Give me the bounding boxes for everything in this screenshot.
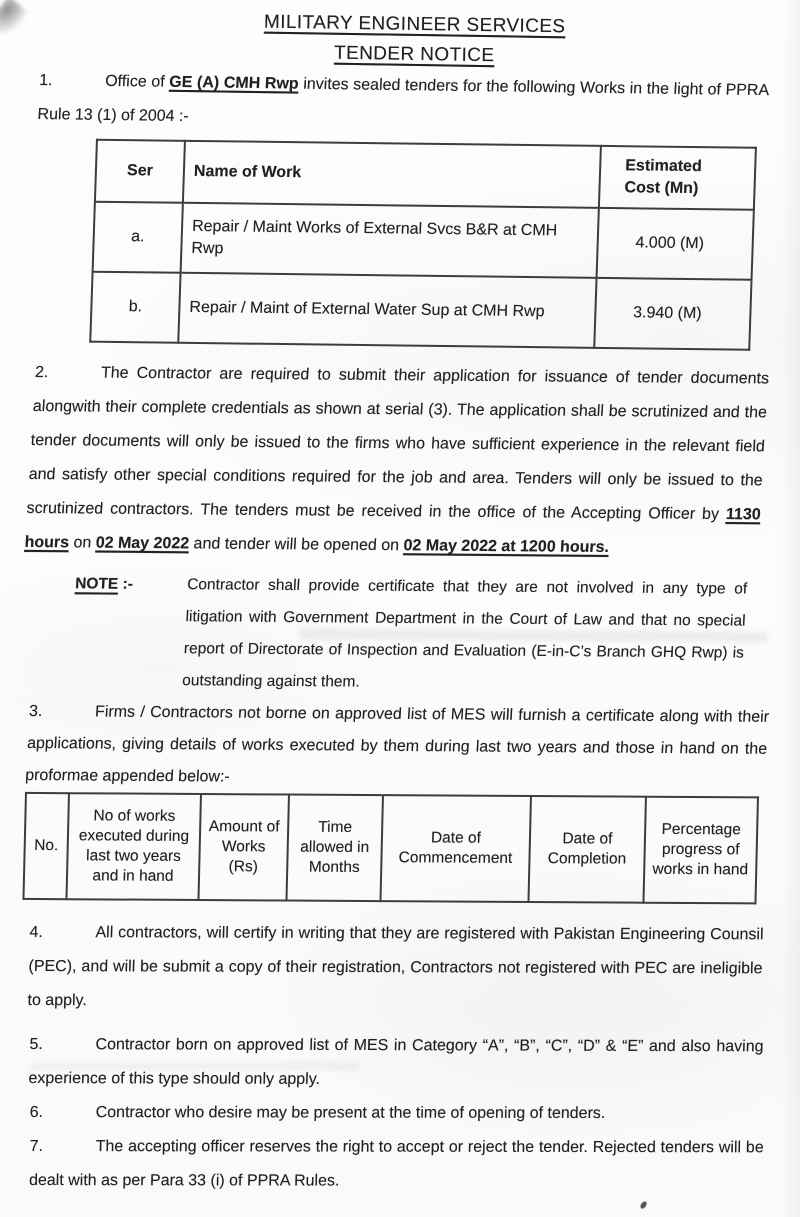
works-col-ser: Ser — [95, 140, 185, 203]
section-para-2 — [24, 356, 770, 566]
paragraph-5 — [28, 1028, 770, 1098]
work-ser: b. — [90, 272, 180, 343]
paragraph-5-number: 5. — [29, 1035, 44, 1054]
paragraph-4 — [27, 916, 770, 1020]
note-label-text: NOTE — [74, 575, 119, 593]
paragraph-4-text: All contractors, will certify in writing that they are registered with Pakistan Engineering Counsil (PEC), and will be submit a copy of their registration, Contractors not registered with PEC are ineligible to apply. — [27, 924, 764, 1010]
paragraph-1-number: 1. — [38, 71, 53, 90]
section-para-3 — [24, 696, 770, 798]
section-para-5 — [28, 1028, 770, 1098]
work-cost: 4.000 (M) — [597, 208, 754, 280]
ink-speck — [639, 1200, 647, 1209]
proforma-header-row — [23, 793, 757, 903]
paragraph-6-text: Contractor who desire may be present at the time of opening of tenders. — [95, 1104, 606, 1123]
section-para-7 — [29, 1130, 770, 1199]
proforma-col-works-executed: No of works executed during last two years and in hand — [66, 793, 200, 900]
paragraph-5-text: Contractor born on approved list of MES in Category “A”, “B”, “C”, “D” & “E” and also having experience of this type should only apply. — [28, 1036, 764, 1088]
paragraph-3 — [24, 696, 770, 798]
note-separator: :- — [117, 575, 134, 593]
note-label — [69, 568, 188, 697]
scan-smudge-top-left — [0, 0, 29, 42]
section-para-6 — [29, 1096, 770, 1131]
paragraph-7 — [29, 1130, 770, 1199]
paragraph-1-text: Office of — [104, 72, 170, 91]
paragraph-2-text-cont: on — [68, 534, 97, 552]
paragraph-7-text: The accepting officer reserves the right to accept or reject the tender. Rejected tenders will be dealt with as per Para 33 (i) of PPRA Rules. — [28, 1138, 764, 1190]
paragraph-3-text: Firms / Contractors not borne on approved list of MES will furnish a certificate along with their applications, giving details of works executed by them during last two years and those in hand on the proformae appended below:- — [24, 703, 770, 786]
note-text: Contractor shall provide certificate that they are not involved in any type of litigation with Government Department in the Court of Law and that no special report of Directorate of Inspection and Evaluation (E-in-C’s Branch GHQ Rwp) is outstanding against them. — [181, 576, 748, 691]
section-para-1 — [37, 64, 770, 142]
work-name: Repair / Maint of External Water Sup at CMH Rwp — [178, 273, 596, 348]
paragraph-4-number: 4. — [29, 923, 44, 942]
tender-receipt-date: 02 May 2022 — [95, 534, 190, 553]
section-works-table — [29, 138, 770, 351]
paragraph-6-number: 6. — [29, 1103, 44, 1122]
document-title-text: MILITARY ENGINEER SERVICES — [263, 11, 566, 38]
paragraph-2-number: 2. — [34, 363, 49, 382]
works-col-cost: Estimated Cost (Mn) — [599, 146, 756, 210]
paragraph-3-number: 3. — [28, 702, 43, 721]
proforma-col-percentage-progress: Percentage progress of works in hand — [643, 797, 757, 904]
tender-receipt-time: 1130 hours — [24, 506, 762, 552]
work-name: Repair / Maint Works of External Svcs B&R at CMH Rwp — [181, 203, 599, 278]
proforma-col-date-completion: Date of Completion — [528, 796, 645, 903]
section-note — [29, 568, 770, 702]
paragraph-1-text-cont: invites sealed tenders for the following Works in the light of PPRA Rule 13 (1) of 2004 :- — [37, 75, 770, 126]
work-cost: 3.940 (M) — [594, 278, 751, 350]
work-ser: a. — [93, 202, 183, 273]
office-name: GE (A) CMH Rwp — [168, 73, 300, 93]
works-table-header-row — [95, 140, 756, 210]
proforma-col-amount: Amount of Works (Rs) — [198, 794, 288, 901]
paragraph-1 — [37, 64, 770, 142]
paragraph-2-text-cont2: and tender will be opened on — [188, 535, 405, 555]
works-table — [89, 139, 757, 351]
paragraph-6 — [29, 1096, 770, 1131]
proforma-table — [22, 792, 759, 904]
paragraph-2-text: The Contractor are required to submit their application for issuance of tender documents alongwith their complete credentials as shown at serial (3). The application shall be scrutinized and the tender documents will only be issued to the firms who have sufficient experience in the relevant field and satisfy other special conditions required for the job and area. Tenders will only be issued to the scrutinized contractors. The tenders must be received in the office of the Accepting Officer by — [26, 364, 770, 524]
section-proforma-table — [33, 792, 770, 904]
works-col-name: Name of Work — [183, 141, 601, 208]
paragraph-7-number: 7. — [29, 1137, 44, 1156]
tender-opening-datetime: 02 May 2022 at 1200 hours. — [403, 537, 610, 557]
section-para-4 — [27, 916, 770, 1020]
note-block — [69, 568, 748, 701]
proforma-col-no: No. — [23, 793, 68, 899]
document-subtitle-text: TENDER NOTICE — [333, 42, 495, 67]
proforma-col-date-commencement: Date of Commencement — [380, 795, 530, 902]
table-row — [93, 202, 754, 280]
paragraph-2 — [24, 356, 770, 566]
table-row — [90, 272, 751, 350]
proforma-col-time-allowed: Time allowed in Months — [286, 795, 382, 902]
